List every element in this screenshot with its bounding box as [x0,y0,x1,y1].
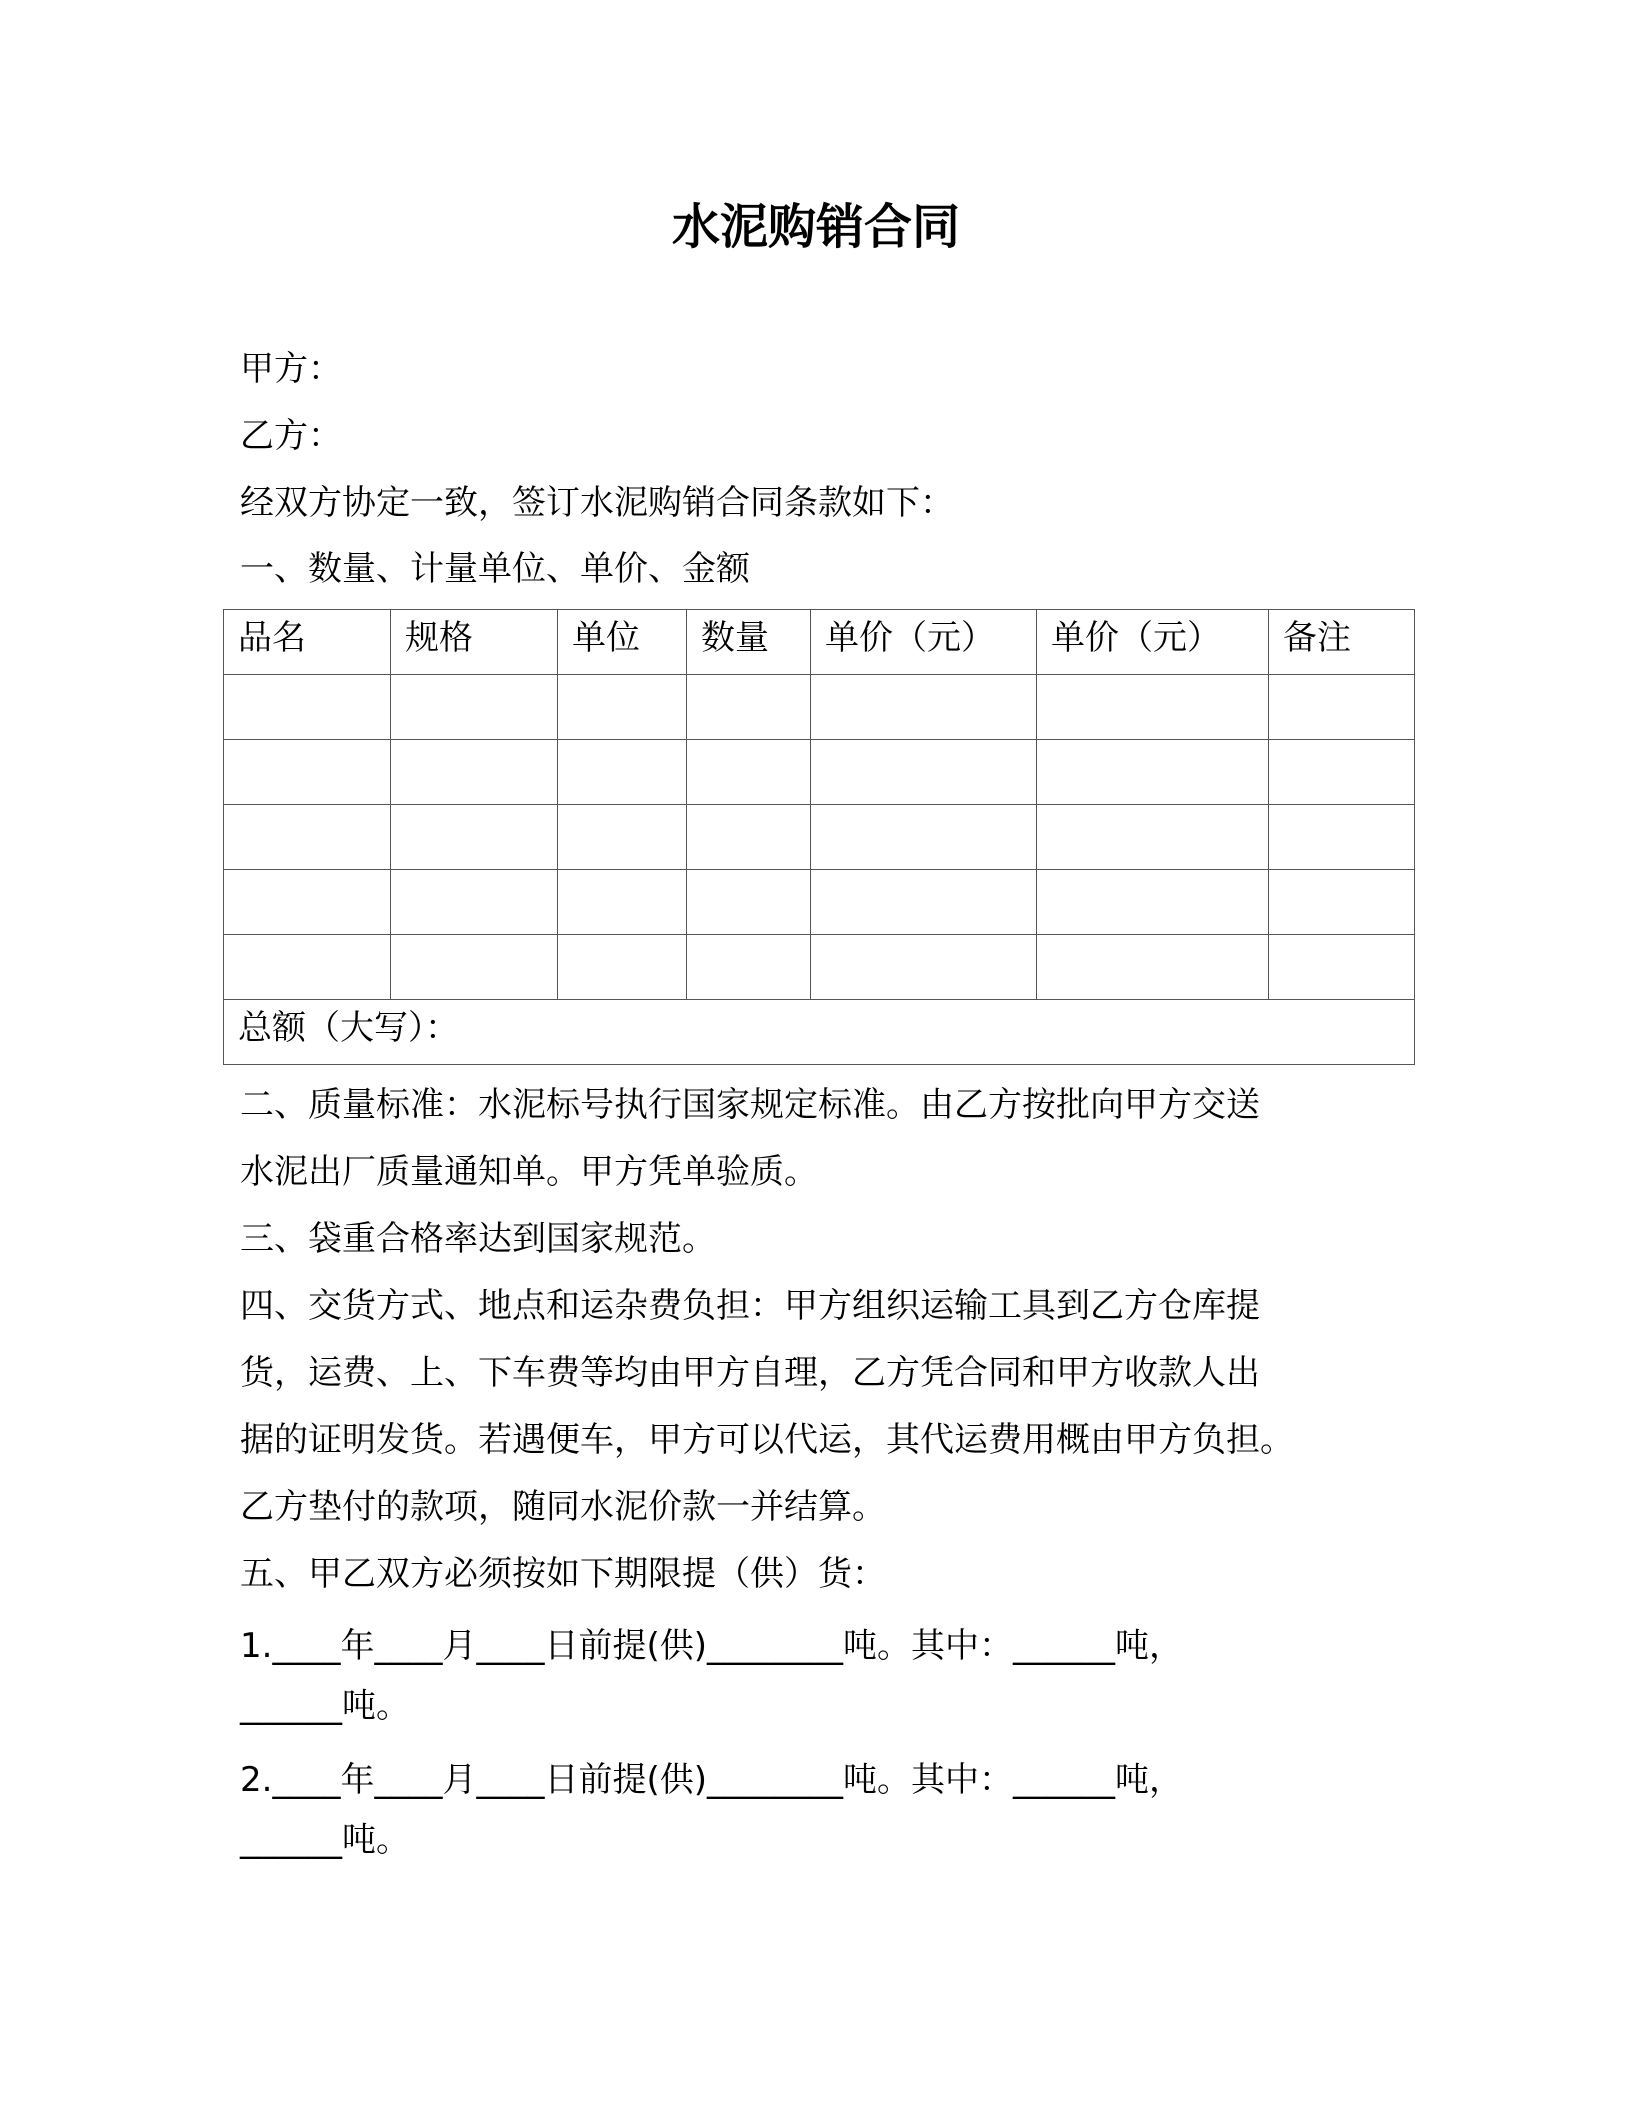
table-cell [224,870,391,935]
document-title: 水泥购销合同 [671,199,960,255]
party-a-label: 甲方： [240,349,342,389]
table-cell [1037,740,1269,805]
table-cell [224,935,391,1000]
header-unit-price: 单价（元） [811,610,1037,675]
table-cell [811,675,1037,740]
table-cell [558,870,687,935]
party-b-label: 乙方： [240,416,342,456]
header-remarks: 备注 [1269,610,1415,675]
table-cell [811,870,1037,935]
total-amount-label: 总额（大写）： [224,1000,1415,1065]
table-cell [1037,675,1269,740]
table-cell [1269,675,1415,740]
delivery-item-2-line-2: ______吨。 [240,1820,410,1860]
table-cell [558,675,687,740]
delivery-item-1-line-2: ______吨。 [240,1686,410,1726]
header-unit: 单位 [558,610,687,675]
table-cell [224,805,391,870]
table-cell [391,870,558,935]
table-cell [391,805,558,870]
table-cell [811,935,1037,1000]
pricing-table [223,609,1415,1065]
table-cell [1037,805,1269,870]
table-cell [1037,935,1269,1000]
delivery-item-2-line-1: 2.____年____月____日前提(供)________吨。其中：______吨， [240,1760,1183,1800]
section-4-line-2: 货，运费、上、下车费等均由甲方自理，乙方凭合同和甲方收款人出 [240,1353,1260,1393]
section-4-line-3: 据的证明发货。若遇便车，甲方可以代运，其代运费用概由甲方负担。 [240,1420,1294,1460]
contract-intro: 经双方协定一致，签订水泥购销合同条款如下： [240,483,954,523]
table-cell [391,675,558,740]
section-4-line-1: 四、交货方式、地点和运杂费负担：甲方组织运输工具到乙方仓库提 [240,1286,1260,1326]
header-product-name: 品名 [224,610,391,675]
table-header-row [224,610,1415,675]
section-4-line-4: 乙方垫付的款项，随同水泥价款一并结算。 [240,1487,886,1527]
table-cell [224,740,391,805]
table-cell [687,935,811,1000]
table-cell [1269,935,1415,1000]
delivery-item-1-line-1: 1.____年____月____日前提(供)________吨。其中：______吨， [240,1626,1183,1666]
section-2-line-1: 二、质量标准：水泥标号执行国家规定标准。由乙方按批向甲方交送 [240,1085,1260,1125]
table-cell [1269,805,1415,870]
table-row [224,675,1415,740]
table-total-row [224,1000,1415,1065]
table-row [224,740,1415,805]
table-cell [391,740,558,805]
table-row [224,805,1415,870]
table-cell [811,805,1037,870]
table-cell [558,805,687,870]
table-cell [558,935,687,1000]
section-3: 三、袋重合格率达到国家规范。 [240,1219,716,1259]
section-2-line-2: 水泥出厂质量通知单。甲方凭单验质。 [240,1152,818,1192]
header-quantity: 数量 [687,610,811,675]
table-cell [687,805,811,870]
table-cell [1269,870,1415,935]
table-row [224,935,1415,1000]
table-row [224,870,1415,935]
header-unit-price-2: 单价（元） [1037,610,1269,675]
table-cell [391,935,558,1000]
table-cell [558,740,687,805]
table-cell [687,740,811,805]
section-1-heading: 一、数量、计量单位、单价、金额 [240,549,750,589]
table-cell [1037,870,1269,935]
table-cell [687,870,811,935]
header-specification: 规格 [391,610,558,675]
table-cell [687,675,811,740]
table-cell [811,740,1037,805]
table-cell [1269,740,1415,805]
table-cell [224,675,391,740]
section-5-heading: 五、甲乙双方必须按如下期限提（供）货： [240,1554,886,1594]
